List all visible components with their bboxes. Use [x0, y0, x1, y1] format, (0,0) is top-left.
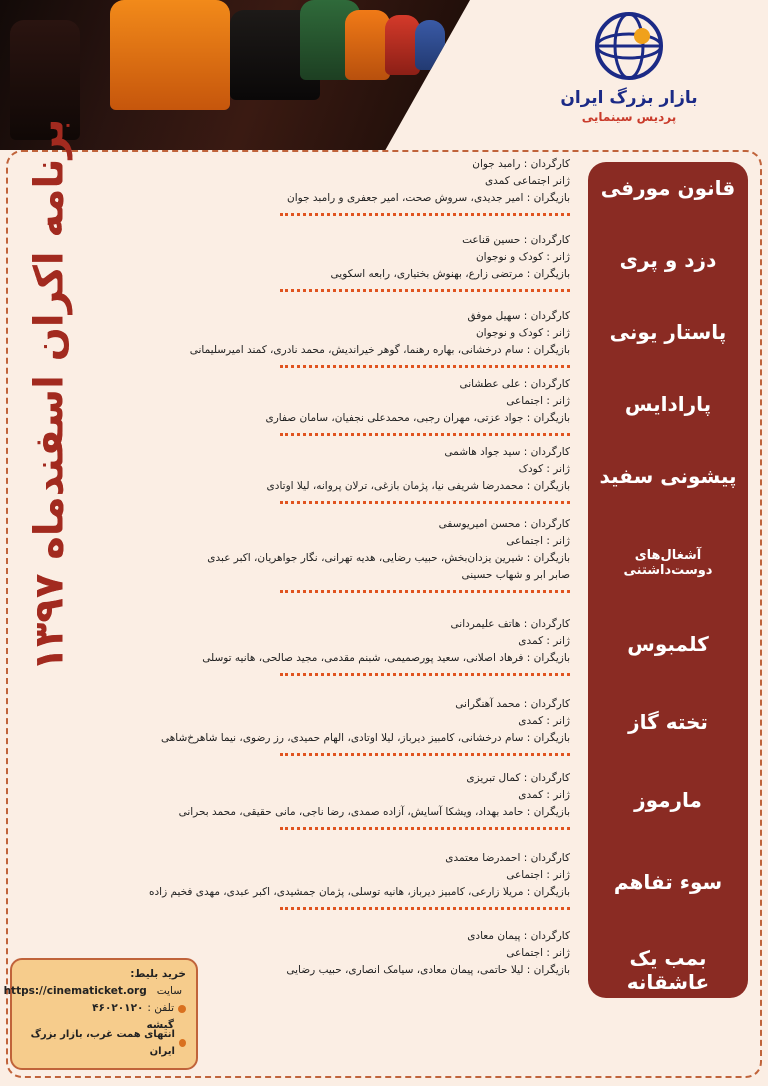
- cast: بازیگران : شیرین یزدان‌بخش، حبیب رضایی، هدیه تهرانی، نگار جواهریان، اکبر عبدی: [207, 552, 570, 564]
- film-title: پارادایس: [624, 392, 712, 416]
- film-detail-block: [100, 696, 570, 756]
- film-detail-block: [100, 770, 570, 830]
- phone-row: [22, 1000, 186, 1017]
- logo: [524, 10, 734, 140]
- film-title: سوء تفاهم: [613, 870, 723, 894]
- director: کارگردان : محمد آهنگرانی: [455, 698, 570, 710]
- genre: ژانر : کمدی: [518, 789, 570, 801]
- dotted-divider: [280, 901, 570, 910]
- director: کارگردان : احمدرضا معتمدی: [445, 852, 570, 864]
- film-detail-block: [100, 444, 570, 504]
- director: کارگردان : محسن امیریوسفی: [438, 518, 570, 530]
- dotted-divider: [280, 495, 570, 504]
- buy-title: خرید بلیط:: [130, 968, 186, 980]
- genre: ژانر : کودک و نوجوان: [475, 327, 570, 339]
- film-detail-block: [100, 376, 570, 436]
- cast: بازیگران : مرتضی زارع، بهنوش بختیاری، رابعه اسکویی: [330, 268, 570, 280]
- phone-icon: [178, 1005, 186, 1013]
- dotted-divider: [280, 821, 570, 830]
- film-detail-block: [100, 156, 570, 216]
- genre: ژانر اجتماعی کمدی: [484, 175, 570, 187]
- film-detail-block: [100, 308, 570, 368]
- director: کارگردان : کمال تبریزی: [466, 772, 570, 784]
- director: کارگردان : سید جواد هاشمی: [444, 446, 570, 458]
- genre: ژانر : اجتماعی: [506, 869, 570, 881]
- address-row: [22, 1028, 186, 1057]
- cast: بازیگران : فرهاد اصلانی، سعید پورصمیمی، شبنم مقدمی، مجید صالحی، هانیه توسلی: [202, 652, 570, 664]
- cast: صابر ابر و شهاب حسینی: [461, 569, 570, 581]
- film-title: تخته گاز: [628, 710, 708, 734]
- film-title: قانون مورفی: [600, 176, 736, 200]
- genre: ژانر : کودک: [518, 463, 570, 475]
- cast: بازیگران : امیر جدیدی، سروش صحت، امیر جعفری و رامبد جوان: [287, 192, 570, 204]
- director: کارگردان : علی عطشانی: [459, 378, 570, 390]
- ticket-info-box: [3, 958, 198, 1070]
- dotted-divider: [280, 283, 570, 292]
- director: کارگردان : حسین قناعت: [462, 234, 570, 246]
- logo-subtitle: پردیس سینمایی: [581, 110, 677, 124]
- globe-logo-icon: [584, 10, 674, 82]
- location-pin-icon: [179, 1039, 186, 1047]
- cast: بازیگران : لیلا حاتمی، پیمان معادی، سیامک انصاری، حبیب رضایی: [286, 964, 570, 976]
- director: کارگردان : رامبد جوان: [472, 158, 570, 170]
- film-title: پاستار یونی: [609, 320, 727, 344]
- film-detail-block: [100, 616, 570, 676]
- kiosk-label: گیشه: [146, 1019, 174, 1031]
- director: کارگردان : پیمان معادی: [467, 930, 570, 942]
- genre: ژانر : کمدی: [518, 635, 570, 647]
- dotted-divider: [280, 667, 570, 676]
- director: کارگردان : هاتف علیمردانی: [450, 618, 570, 630]
- genre: ژانر : اجتماعی: [506, 395, 570, 407]
- website-row: [3, 983, 186, 1000]
- cast: بازیگران : سام درخشانی، بهاره رهنما، گوهر خیراندیش، محمد نادری، کمند امیرسلیمانی: [189, 344, 570, 356]
- dotted-divider: [280, 207, 570, 216]
- film-title: مارموز: [634, 788, 702, 812]
- cast: بازیگران : محمدرضا شریفی نیا، پژمان بازغی، ترلان پروانه، لیلا اوتادی: [266, 480, 570, 492]
- website-label: سایت: [156, 985, 182, 997]
- dotted-divider: [280, 747, 570, 756]
- film-list-panel: [588, 162, 748, 998]
- film-title: پیشونی سفید: [599, 464, 737, 488]
- film-title: آشغال‌های دوست‌داشتنی: [623, 548, 713, 578]
- address-text: انتهای همت غرب، بازار بزرگ ایران: [30, 1028, 175, 1057]
- dotted-divider: [280, 427, 570, 436]
- cast: بازیگران : حامد بهداد، ویشکا آسایش، آزاده صمدی، رضا ناجی، مانی حقیقی، محمد بحرانی: [178, 806, 570, 818]
- phone-number[interactable]: ۴۶۰۲۰۱۲۰: [92, 1002, 144, 1014]
- dotted-divider: [280, 359, 570, 368]
- director: کارگردان : سهیل موفق: [467, 310, 570, 322]
- vertical-title: [14, 118, 84, 672]
- genre: ژانر : اجتماعی: [506, 947, 570, 959]
- genre: ژانر : کمدی: [518, 715, 570, 727]
- dotted-divider: [280, 584, 570, 593]
- film-title: کلمبوس: [627, 632, 709, 656]
- cast: بازیگران : سام درخشانی، کامبیز دیرباز، لیلا اوتادی، الهام حمیدی، رز رضوی، نیما شاهرخ‌شاهی: [161, 732, 570, 744]
- genre: ژانر : اجتماعی: [506, 535, 570, 547]
- film-title: دزد و پری: [619, 248, 717, 272]
- film-detail-block: [100, 850, 570, 910]
- cast: بازیگران : مریلا زارعی، کامبیز دیرباز، هانیه توسلی، پژمان جمشیدی، اکبر عبدی، مهدی فخیم زاده: [148, 886, 570, 898]
- film-detail-block: [100, 516, 570, 593]
- cast: بازیگران : جواد عزتی، مهران رجبی، محمدعلی نجفیان، سامان صفاری: [265, 412, 570, 424]
- film-title: بمب یک عاشقانه: [626, 946, 710, 994]
- logo-title: بازار بزرگ ایران: [560, 88, 698, 108]
- phone-label: تلفن :: [147, 1002, 174, 1014]
- vertical-title-text: برنامه اکران اسفندماه ۱۳۹۷: [26, 118, 72, 672]
- website-link[interactable]: https://cinematicket.org: [3, 985, 147, 997]
- genre: ژانر : کودک و نوجوان: [475, 251, 570, 263]
- film-detail-block: [100, 232, 570, 292]
- header: [0, 0, 768, 150]
